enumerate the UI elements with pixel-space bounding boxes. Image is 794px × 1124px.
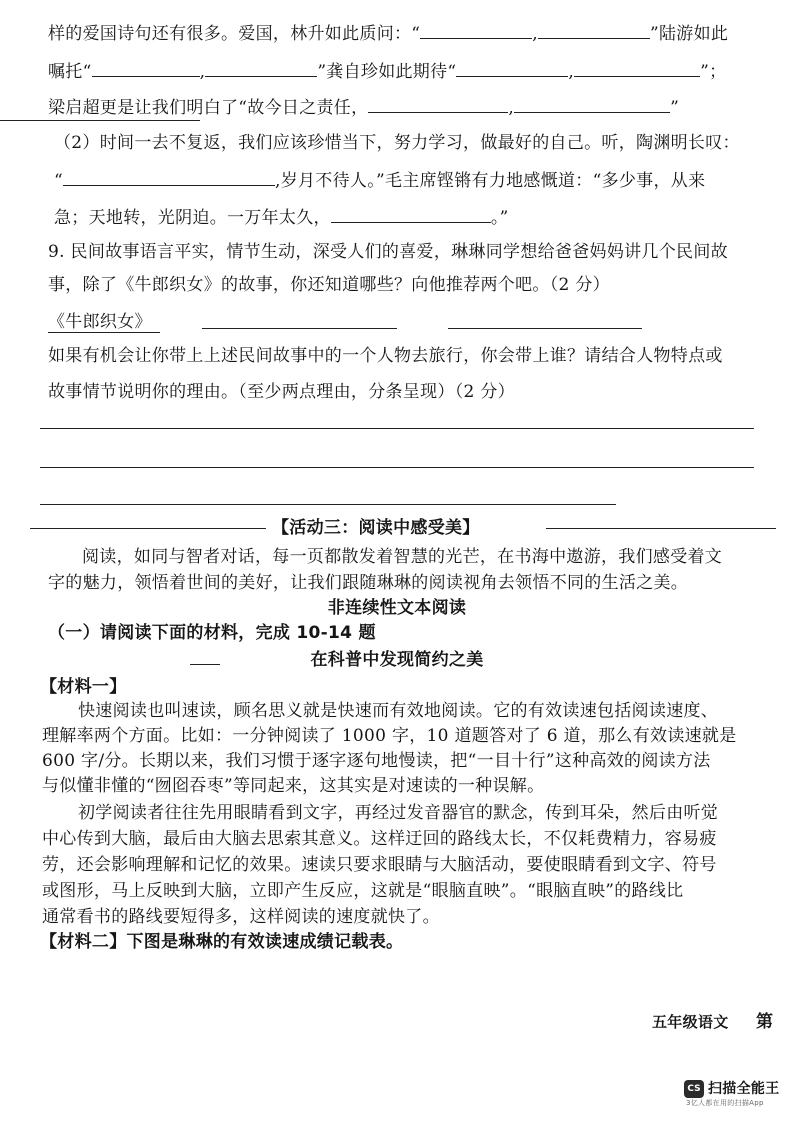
material1-p2-line-4: 或图形，马上反映到大脑，立即产生反应，这就是“眼脑直映”。“眼脑直映”的路线比 (42, 881, 684, 901)
q8-line3-text-a: 梁启超更是让我们明白了“故今日之责任， (48, 98, 369, 118)
q9-line-1: 9. 民间故事语言平实，情节生动，深受人们的喜爱，琳琳同学想给爸爸妈妈讲几个民间故 (48, 242, 728, 262)
material1-p2-line-2: 中心传到大脑，最后由大脑去思索其意义。这样迂回的路线太长，不仅耗费精力，容易疲 (42, 829, 717, 849)
q9-given-underline (48, 332, 160, 333)
answer-blank[interactable] (331, 204, 491, 223)
q8-line2-text-a: 嘱托“ (48, 62, 92, 82)
answer-line[interactable] (202, 328, 397, 329)
answer-line[interactable] (40, 428, 754, 429)
material1-p2-line-3: 劳，还会影响理解和记忆的效果。速读只要求眼睛与大脑活动，要使眼睛看到文字、符号 (42, 855, 717, 875)
material1-p1-line-3: 600 字/分。长期以来，我们习惯于逐字逐句地慢读，把“一目十行”这种高效的阅读方法 (42, 751, 711, 771)
q8-line1-text-a: 样的爱国诗句还有很多。爱国，林升如此质问：“ (48, 24, 421, 44)
material1-p1-line-2: 理解率两个方面。比如：一分钟阅读了 1000 字，10 道题答对了 6 道，那么有效读速就是 (42, 726, 737, 746)
q8-line-2: 嘱托“ , ”龚自珍如此期待“ , ”； (48, 58, 726, 84)
answer-blank[interactable] (574, 58, 700, 77)
answer-line[interactable] (40, 467, 754, 468)
q8-line2-text-c: ”； (700, 62, 727, 82)
q9-line-2: 事，除了《牛郎织女》的故事，你还知道哪些？向他推荐两个吧。（2 分） (48, 275, 610, 295)
q8-part2-line-3 (54, 204, 509, 230)
answer-blank[interactable] (456, 58, 568, 77)
material1-p1-line-1: 快速阅读也叫速读，顾名思义就是快速而有效地阅读。它的有效读速包括阅读速度、 (78, 701, 719, 721)
section-title: 非连续性文本阅读 (327, 598, 467, 618)
answer-line[interactable] (40, 504, 616, 505)
q9-given-story: 《牛郎织女》 (48, 312, 152, 332)
q8-p2-text-a: “ (54, 171, 63, 191)
part-one-heading: （一）请阅读下面的材料，完成 10-14 题 (48, 623, 376, 643)
answer-blank[interactable] (514, 94, 670, 113)
scanner-logo-icon: CS (684, 1080, 704, 1098)
q8-part2-line-1: （2）时间一去不复返，我们应该珍惜当下，努力学习，做最好的自己。听，陶渊明长叹： (54, 133, 740, 153)
answer-blank[interactable] (368, 94, 508, 113)
q8-p2-text-d: 。” (490, 208, 509, 228)
article-title: 在科普中发现简约之美 (310, 650, 484, 670)
material2-line (40, 930, 403, 954)
scanner-tagline: 3亿人都在用的扫描App (686, 1099, 764, 1107)
section-divider-right (546, 528, 776, 529)
material2-text: 下图是琳琳的有效读速成绩记载表。 (126, 932, 404, 952)
q8-line-3: 梁启超更是让我们明白了“故今日之责任， , ” (48, 94, 679, 120)
q8-p2-text-c: 急；天地转，光阴迫。一万年太久， (54, 208, 331, 228)
q8-line1-text-b: ”陆游如此 (650, 24, 729, 44)
answer-blank[interactable] (420, 20, 532, 39)
answer-blank[interactable] (205, 58, 317, 77)
footer-subject: 五年级语文 (652, 1013, 729, 1031)
q8-part2-line-2 (54, 167, 705, 193)
answer-blank[interactable] (63, 167, 275, 186)
q8-line3-text-b: ” (670, 98, 680, 118)
answer-line[interactable] (448, 328, 642, 329)
activity3-intro-line-1: 阅读，如同与智者对话，每一页都散发着智慧的光芒，在书海中遨游，我们感受着文 (82, 547, 723, 567)
material1-label: 【材料一】 (40, 677, 127, 697)
material2-label: 【材料二】 (40, 932, 127, 952)
answer-blank[interactable] (92, 58, 200, 77)
q9-followup-line-2: 故事情节说明你的理由。（至少两点理由，分条呈现）（2 分） (48, 382, 515, 402)
q8-p2-text-b: ,岁月不待人。”毛主席铿锵有力地感慨道：“多少事，从来 (275, 171, 706, 191)
q8-line-1: 样的爱国诗句还有很多。爱国，林升如此质问：“ , ”陆游如此 (48, 20, 728, 46)
material1-p2-line-1: 初学阅读者往往先用眼睛看到文字，再经过发音器官的默念，传到耳朵，然后由听觉 (78, 803, 719, 823)
activity3-title: 【活动三：阅读中感受美】 (272, 518, 480, 538)
footer-page: 第 (756, 1012, 774, 1032)
fold-line (0, 120, 200, 121)
activity3-intro-line-2: 字的魅力，领悟着世间的美好，让我们跟随琳琳的阅读视角去领悟不同的生活之美。 (48, 573, 689, 593)
q8-line2-text-b: ”龚自珍如此期待“ (317, 62, 457, 82)
material1-p2-line-5: 通常看书的路线要短得多，这样阅读的速度就快了。 (42, 907, 440, 927)
q9-followup-line-1: 如果有机会让你带上上述民间故事中的一个人物去旅行，你会带上谁？请结合人物特点或 (48, 346, 723, 366)
section-divider-left (30, 528, 266, 529)
material1-p1-line-4: 与似懂非懂的“囫囵吞枣”等同起来，这其实是对速读的一种误解。 (42, 776, 545, 796)
scanner-app-name: 扫描全能王 (708, 1081, 780, 1097)
answer-blank[interactable] (538, 20, 650, 39)
